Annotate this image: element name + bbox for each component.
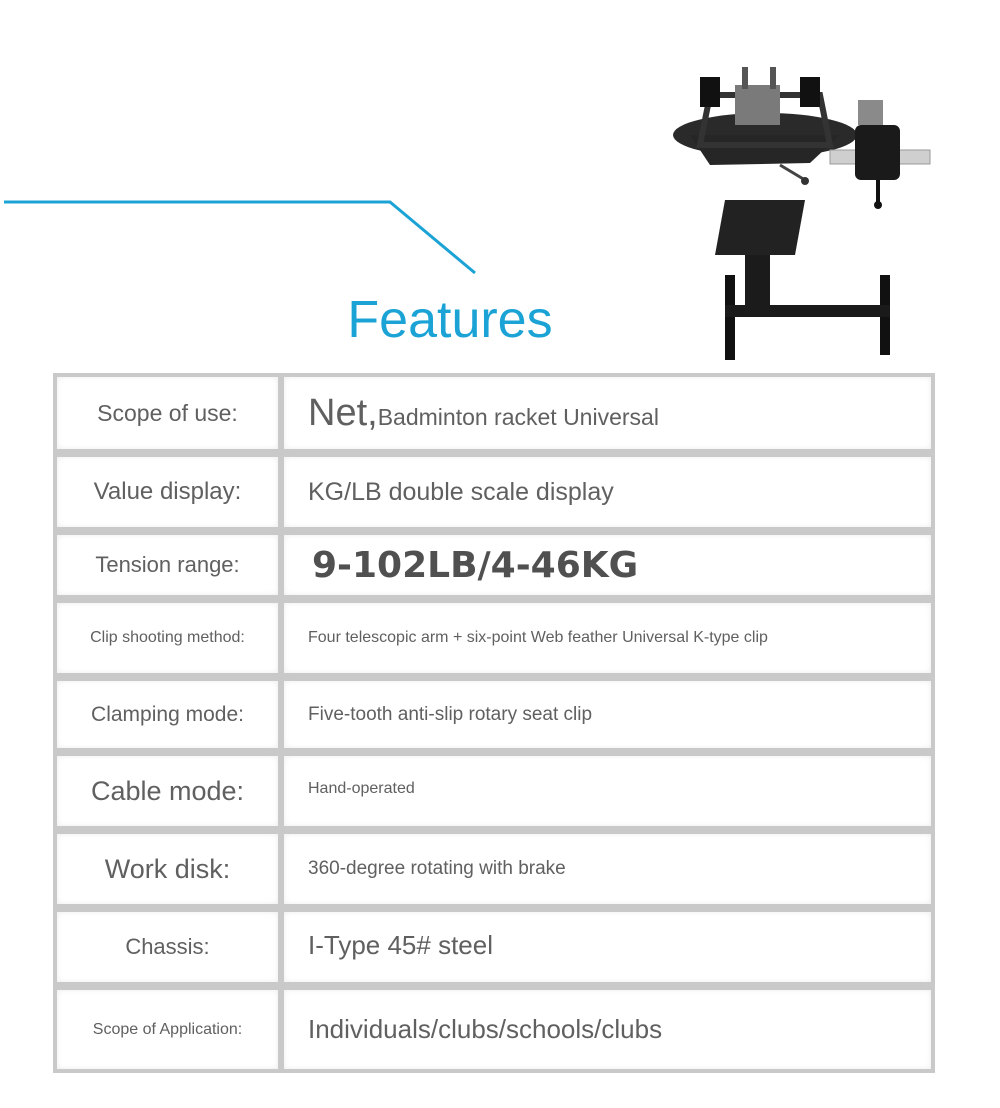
table-row [53, 752, 935, 830]
row-label: Chassis: [57, 912, 278, 982]
table-row [53, 453, 935, 531]
row-value: 360-degree rotating with brake [284, 834, 931, 904]
row-value: I-Type 45# steel [284, 912, 931, 982]
row-label: Clip shooting method: [57, 603, 278, 673]
row-value: Badminton racket Universal [377, 403, 659, 430]
row-label: Value display: [57, 457, 278, 527]
row-label: Work disk: [57, 834, 278, 904]
table-row [53, 373, 935, 453]
decorative-line [0, 0, 500, 300]
row-value: Four telescopic arm + six-point Web feather Universal K-type clip [284, 603, 931, 673]
row-label: Cable mode: [57, 756, 278, 826]
table-row [53, 599, 935, 677]
row-value: Individuals/clubs/schools/clubs [284, 990, 931, 1069]
row-value: KG/LB double scale display [284, 457, 931, 527]
row-value-cell [284, 377, 931, 449]
row-label: Tension range: [57, 535, 278, 595]
features-table [53, 373, 935, 1073]
table-row [53, 531, 935, 599]
row-label: Scope of use: [57, 377, 278, 449]
table-row [53, 986, 935, 1073]
row-value-prefix: Net, [308, 391, 378, 434]
table-row [53, 908, 935, 986]
row-value: Hand-operated [284, 756, 931, 826]
row-label: Scope of Application: [57, 990, 278, 1069]
row-value: Five-tooth anti-slip rotary seat clip [284, 681, 931, 748]
row-label: Clamping mode: [57, 681, 278, 748]
stringing-machine-image [670, 55, 940, 365]
page-title: Features [347, 291, 553, 349]
table-row [53, 677, 935, 752]
table-row [53, 830, 935, 908]
row-value: 9-102LB/4-46KG [284, 535, 931, 595]
